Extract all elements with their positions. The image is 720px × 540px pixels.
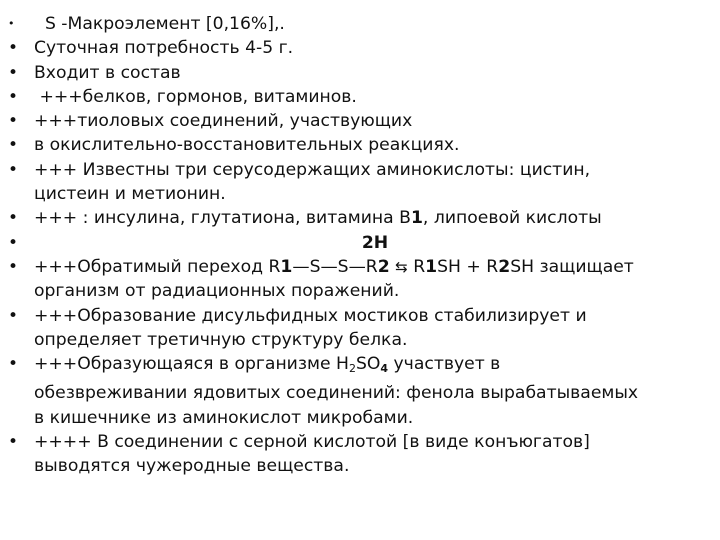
text-part: +++Образующаяся в организме H bbox=[34, 354, 349, 375]
item-text-line: +++ Известны три серусодержащих аминокислоты: цистин, bbox=[34, 159, 591, 180]
item-text bbox=[34, 85, 708, 109]
item-text bbox=[34, 12, 708, 36]
item-text-line: ++++ В соединении с серной кислотой [в виде конъюгатов] bbox=[34, 432, 590, 453]
item-text: Суточная потребность 4-5 г. bbox=[34, 38, 294, 59]
bullet-icon: • bbox=[8, 17, 15, 30]
text-part: , липоевой кислоты bbox=[422, 208, 602, 229]
bullet-icon: • bbox=[8, 354, 19, 375]
subscript: 4 bbox=[380, 362, 389, 376]
bullet-icon: • bbox=[8, 38, 19, 59]
item-text: +++тиоловых соединений, участвующих bbox=[34, 111, 413, 132]
list-item bbox=[0, 158, 720, 207]
bullet-list bbox=[0, 12, 720, 479]
text-part: участвует в bbox=[388, 354, 501, 375]
item-text-line bbox=[34, 255, 708, 279]
item-text-line: выводятся чужеродные вещества. bbox=[34, 456, 350, 477]
list-item bbox=[0, 61, 720, 85]
text-part: SO bbox=[355, 354, 381, 375]
bullet-icon: • bbox=[8, 135, 19, 156]
list-item bbox=[0, 12, 720, 36]
text-part: SH защищает bbox=[510, 256, 634, 277]
list-item bbox=[0, 133, 720, 157]
item-text-content: S -Макроэлемент [0,16%],. bbox=[44, 14, 285, 34]
list-item bbox=[0, 109, 720, 133]
text-part: +++Обратимый переход R bbox=[34, 256, 281, 277]
bullet-icon: • bbox=[8, 208, 19, 229]
list-item bbox=[0, 85, 720, 109]
item-text-line bbox=[34, 352, 708, 381]
reversible-arrows-icon: ⇆ bbox=[395, 257, 408, 276]
list-item bbox=[0, 304, 720, 353]
text-part-bold: 1 bbox=[410, 208, 423, 229]
bullet-icon: • bbox=[8, 159, 19, 180]
text-part: +++ : инсулина, глутатиона, витамина В bbox=[34, 208, 411, 229]
list-item bbox=[0, 430, 720, 479]
text-part: —S—S—R bbox=[292, 256, 378, 277]
text-part-bold: 1 bbox=[425, 256, 438, 277]
item-text-line: +++Образование дисульфидных мостиков стабилизирует и bbox=[34, 305, 587, 326]
bullet-icon: • bbox=[8, 232, 19, 253]
item-text-line: цистеин и метионин. bbox=[34, 184, 226, 205]
list-item bbox=[0, 352, 720, 430]
item-text: в окислительно-восстановительных реакциях. bbox=[34, 135, 460, 156]
item-text bbox=[34, 206, 708, 230]
bullet-icon: • bbox=[8, 111, 19, 132]
text-part-bold: 1 bbox=[280, 256, 293, 277]
item-text: Входит в состав bbox=[34, 62, 181, 83]
text-part: SH + R bbox=[437, 256, 499, 277]
bullet-icon: • bbox=[8, 432, 19, 453]
text-part-bold: 2 bbox=[498, 256, 511, 277]
bullet-icon: • bbox=[8, 256, 19, 277]
text-part-bold: 2 bbox=[377, 256, 390, 277]
item-text-line: в кишечнике из аминокислот микробами. bbox=[34, 407, 414, 428]
subscript: 2 bbox=[348, 362, 356, 376]
item-text-line: организм от радиационных поражений. bbox=[34, 281, 400, 302]
bullet-icon: • bbox=[8, 305, 19, 326]
text-part: R bbox=[413, 256, 426, 277]
list-item bbox=[0, 36, 720, 60]
item-text-line: определяет третичную структуру белка. bbox=[34, 329, 408, 350]
item-text-content: +++белков, гормонов, витаминов. bbox=[39, 86, 357, 107]
bullet-icon: • bbox=[8, 86, 19, 107]
list-item bbox=[0, 231, 720, 255]
bullet-icon: • bbox=[8, 62, 19, 83]
item-text-line: обезвреживании ядовитых соединений: фенола вырабатываемых bbox=[34, 383, 639, 404]
item-text-centered: 2Н bbox=[361, 232, 389, 253]
list-item bbox=[0, 255, 720, 304]
list-item bbox=[0, 206, 720, 230]
